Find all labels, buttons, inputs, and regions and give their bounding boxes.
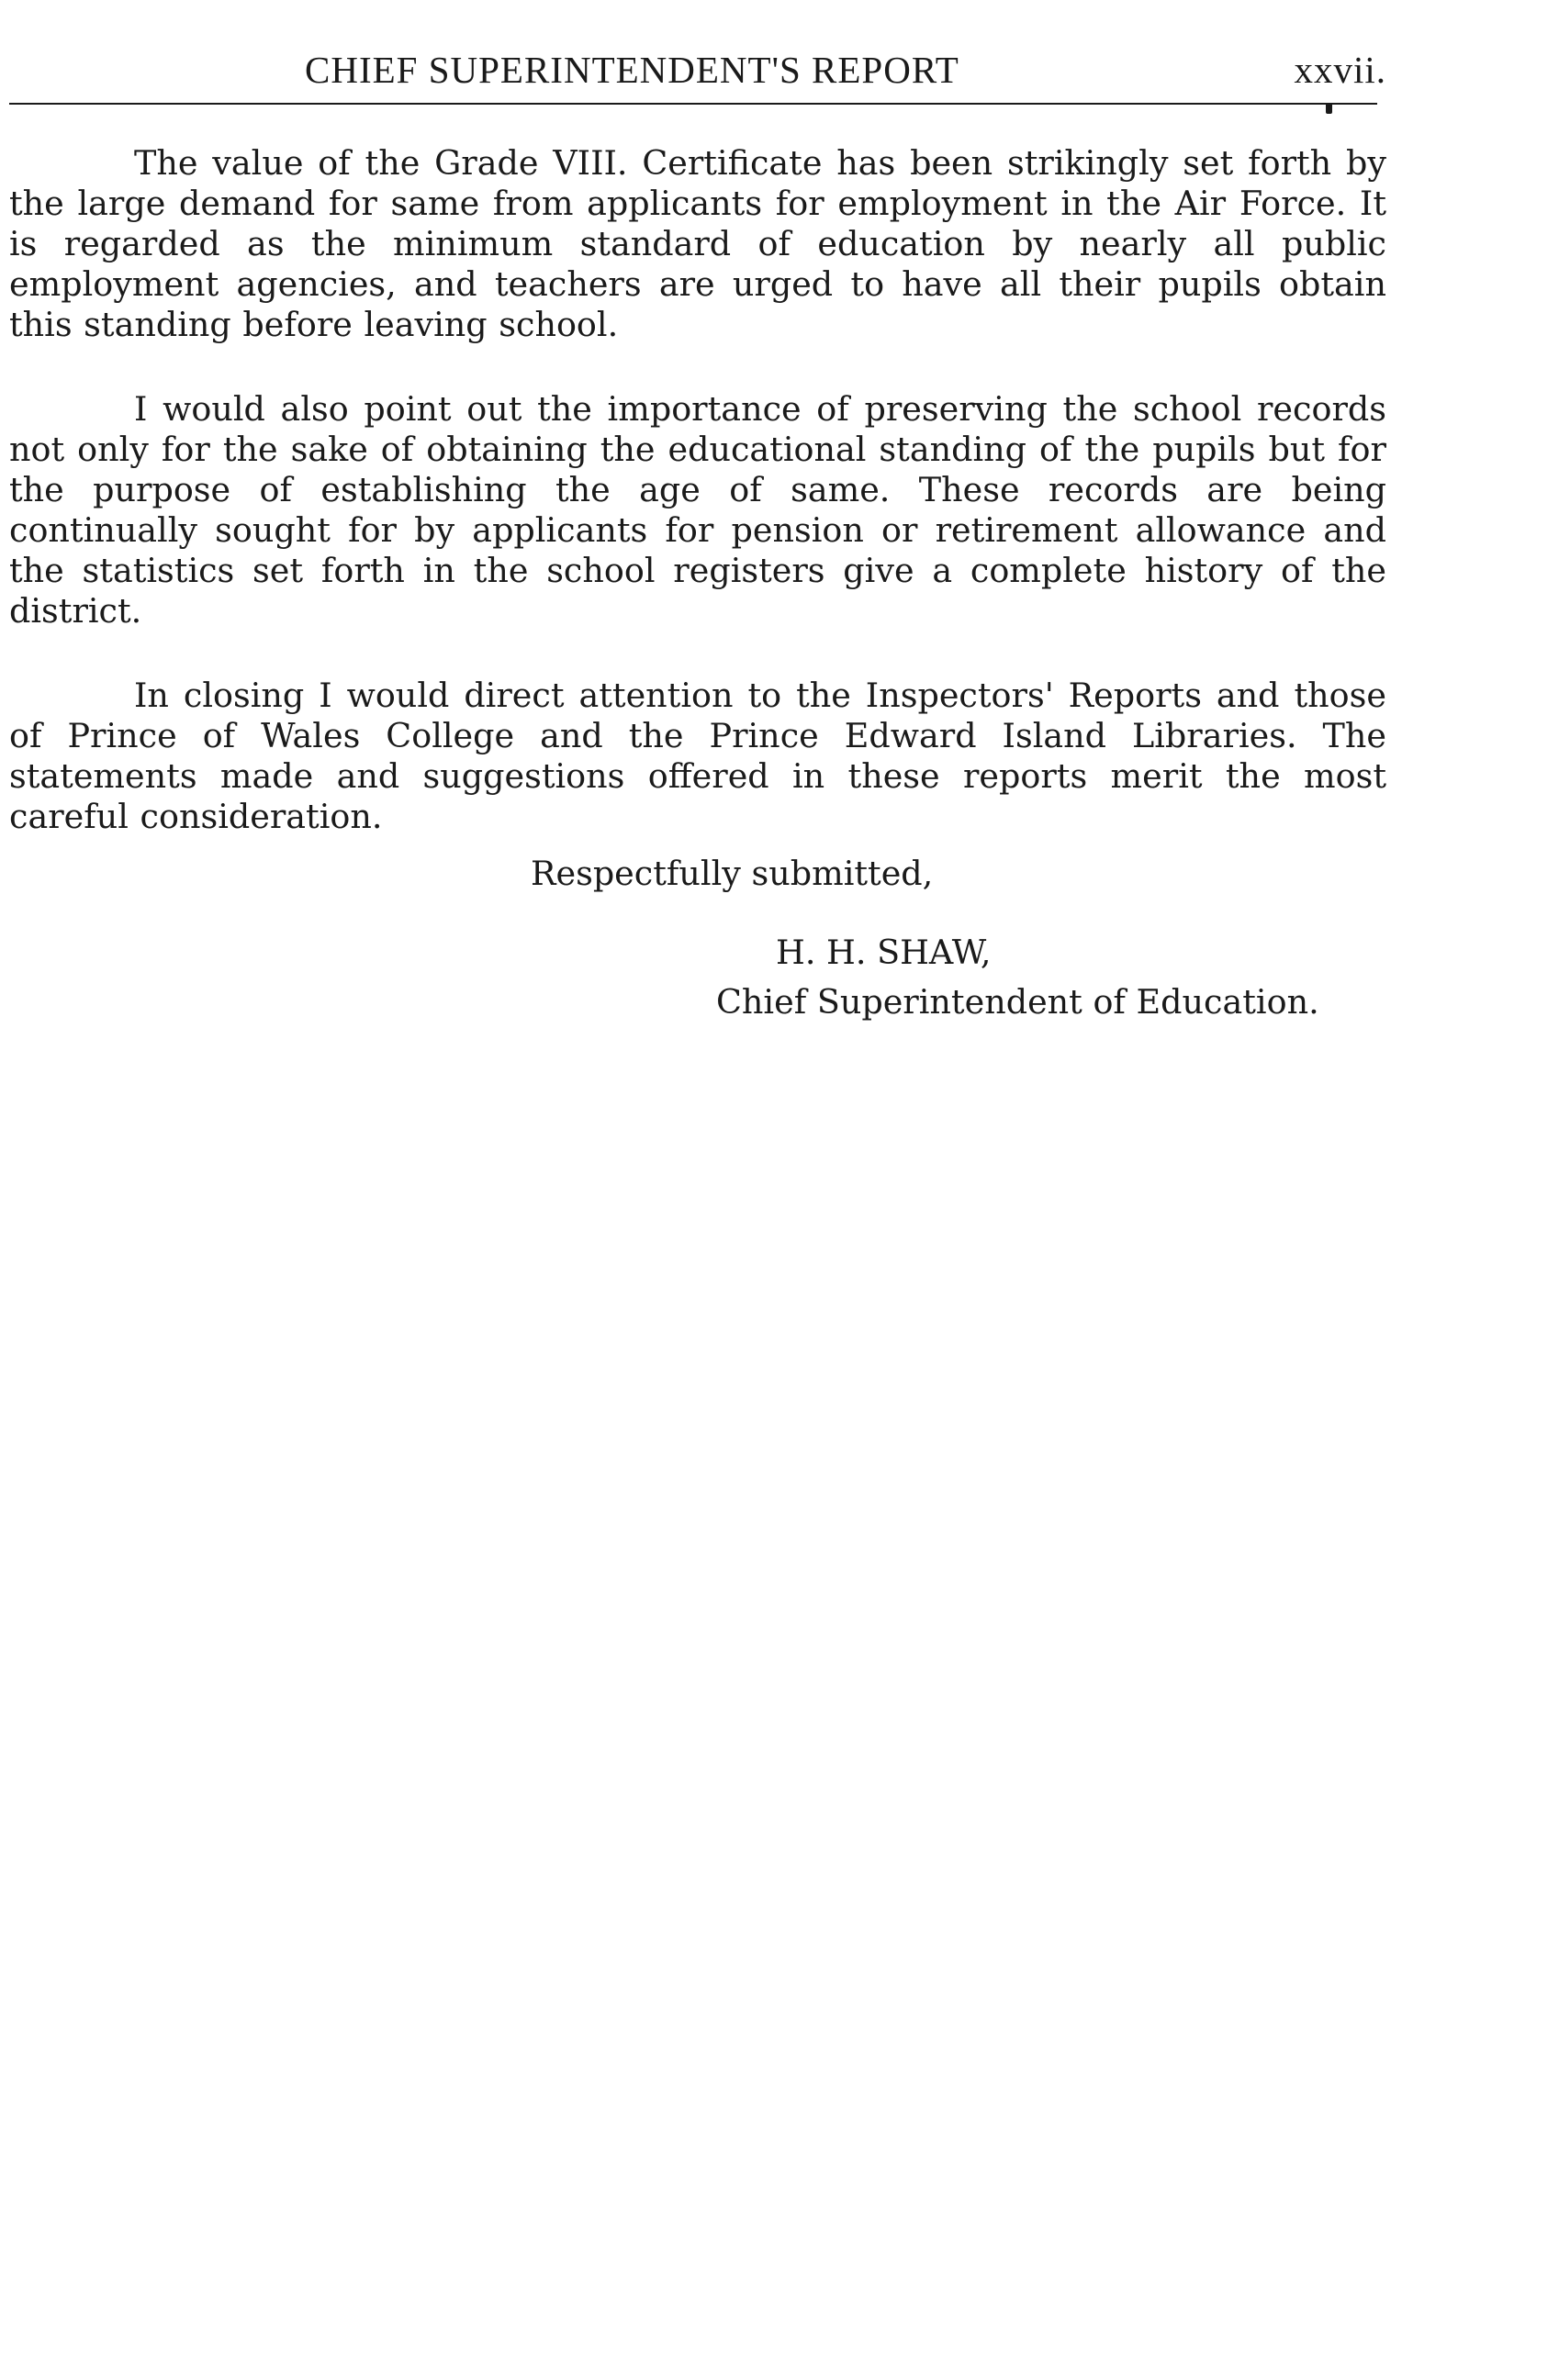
- paragraph-closing: In closing I would direct attention to the Inspectors' Reports and those of Prince of Wales College and the Prince Edward Island Libraries. The statements made and suggestions offered in these reports merit the most careful consideration.: [9, 676, 1386, 836]
- signatory-name: H. H. SHAW,: [776, 933, 992, 972]
- page-number: xxvii.: [1294, 49, 1386, 91]
- paragraph-school-records: I would also point out the importance of preserving the school records not only for the sake of obtaining the educational standing of the pupils but for the purpose of establishing the age of same. These records are being continually sought for by applicants for pension or retirement allowance and the statistics set forth in the school registers give a complete history of the district.: [9, 389, 1386, 631]
- header-rule: [9, 103, 1377, 105]
- paragraph-grade-viii: The value of the Grade VIII. Certificate has been strikingly set forth by the large demand for same from applicants for employment in the Air Force. It is regarded as the minimum standard of education by nearly all public employment agencies, and teachers are urged to have all their pupils obtain this standing before leaving school.: [9, 143, 1386, 344]
- running-title: CHIEF SUPERINTENDENT'S REPORT: [305, 49, 959, 91]
- signatory-title: Chief Superintendent of Education.: [716, 982, 1319, 1022]
- ink-mark: [1326, 103, 1332, 114]
- signature-block: [9, 854, 1386, 1028]
- report-body: [9, 143, 1386, 881]
- salutation: Respectfully submitted,: [531, 854, 934, 893]
- page-header: [9, 44, 1386, 95]
